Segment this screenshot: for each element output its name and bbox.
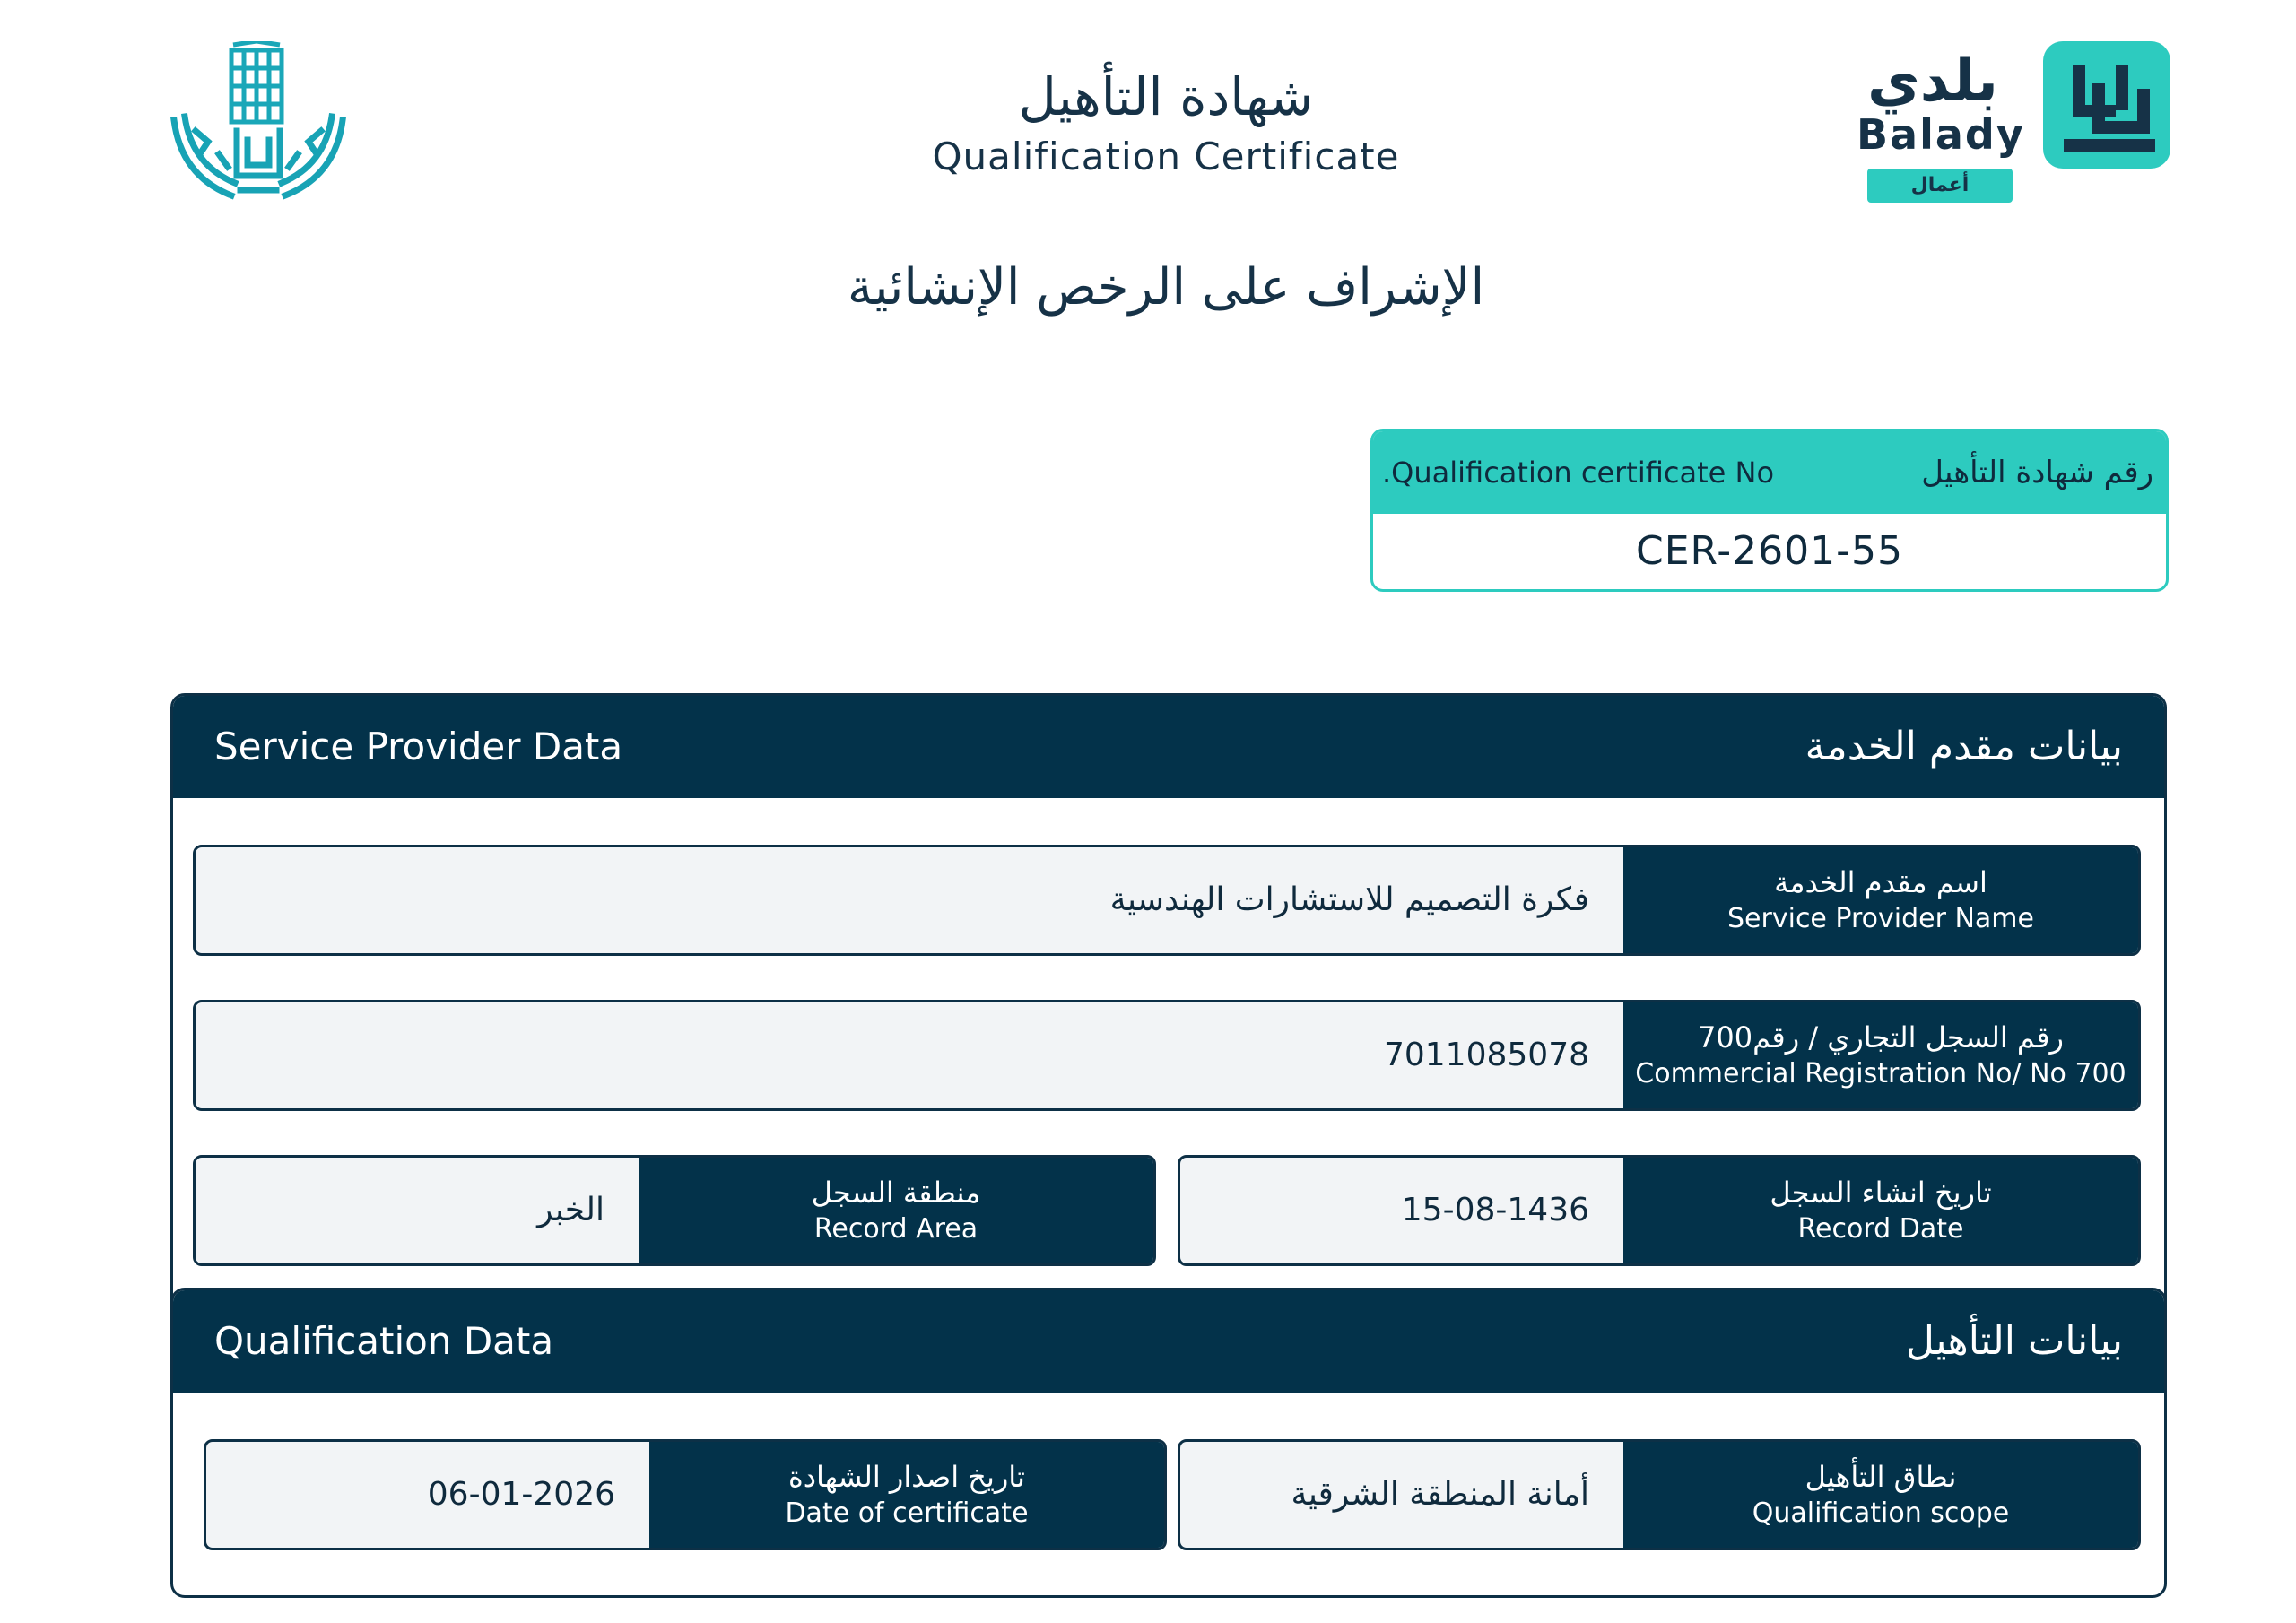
title-arabic: شهادة التأهيل xyxy=(1018,66,1314,127)
record-area-value: الخبر xyxy=(537,1192,604,1228)
certificate-number-box xyxy=(1370,429,2169,592)
certificate-number-label-en: .Qualification certificate No xyxy=(1382,456,1775,490)
record-date-value: 15-08-1436 xyxy=(1401,1192,1589,1228)
qualification-section xyxy=(170,1288,2167,1598)
label-english: Commercial Registration No/ No 700 xyxy=(1635,1058,2126,1089)
qualification-scope-value: أمانة المنطقة الشرقية xyxy=(1291,1476,1589,1513)
certificate-number-header xyxy=(1373,431,2166,514)
label-english: Record Area xyxy=(813,1213,978,1245)
label-arabic: منطقة السجل xyxy=(811,1176,981,1210)
qualification-scope-label xyxy=(1623,1442,2138,1548)
label-english: Record Date xyxy=(1797,1213,1964,1245)
balady-word-arabic: بلدي xyxy=(1867,48,1998,115)
certificate-title xyxy=(807,63,1525,183)
record-area-label xyxy=(639,1158,1153,1263)
label-english: Date of certificate xyxy=(785,1497,1029,1529)
commercial-registration-row xyxy=(193,1000,2141,1111)
certificate-date-label xyxy=(649,1442,1164,1548)
balady-logo xyxy=(1857,41,2170,212)
service-provider-name-value: فكرة التصميم للاستشارات الهندسية xyxy=(1109,881,1589,918)
record-date-row xyxy=(1178,1155,2141,1266)
service-provider-name-label xyxy=(1623,847,2138,953)
service-provider-title-ar: بيانات مقدم الخدمة xyxy=(1805,724,2123,769)
label-arabic: نطاق التأهيل xyxy=(1805,1460,1957,1494)
balady-tag: أعمال xyxy=(1867,169,2013,203)
qualification-scope-row xyxy=(1178,1439,2141,1550)
record-date-label xyxy=(1623,1158,2138,1263)
qualification-header xyxy=(173,1290,2164,1393)
label-arabic: تاريخ انشاء السجل xyxy=(1770,1176,1992,1210)
service-provider-section xyxy=(170,693,2167,1371)
label-arabic: رقم السجل التجاري / رقم700 xyxy=(1698,1020,2064,1055)
label-arabic: اسم مقدم الخدمة xyxy=(1774,865,1987,899)
certificate-number-value: CER-2601-55 xyxy=(1635,528,1904,574)
certificate-number-label-ar: رقم شهادة التأهيل xyxy=(1921,455,2153,490)
municipality-emblem-icon xyxy=(169,41,348,204)
qualification-title-en: Qualification Data xyxy=(214,1319,554,1363)
certificate-date-row xyxy=(204,1439,1167,1550)
balady-word-english: Balady xyxy=(1857,110,2025,159)
commercial-registration-label xyxy=(1623,1002,2138,1108)
commercial-registration-value: 7011085078 xyxy=(1383,1037,1589,1073)
service-provider-header xyxy=(173,696,2164,798)
label-arabic: تاريخ اصدار الشهادة xyxy=(788,1460,1025,1494)
certificate-subtitle: الإشراف على الرخص الإنشائية xyxy=(847,258,1485,317)
balady-logo-icon xyxy=(2043,41,2170,169)
service-provider-name-row xyxy=(193,845,2141,956)
label-english: Service Provider Name xyxy=(1727,903,2034,934)
title-english: Qualification Certificate xyxy=(932,135,1400,178)
service-provider-title-en: Service Provider Data xyxy=(214,725,623,768)
record-area-row xyxy=(193,1155,1156,1266)
certificate-date-value: 06-01-2026 xyxy=(427,1476,615,1513)
qualification-title-ar: بيانات التأهيل xyxy=(1905,1318,2123,1364)
label-english: Qualification scope xyxy=(1752,1497,2010,1529)
